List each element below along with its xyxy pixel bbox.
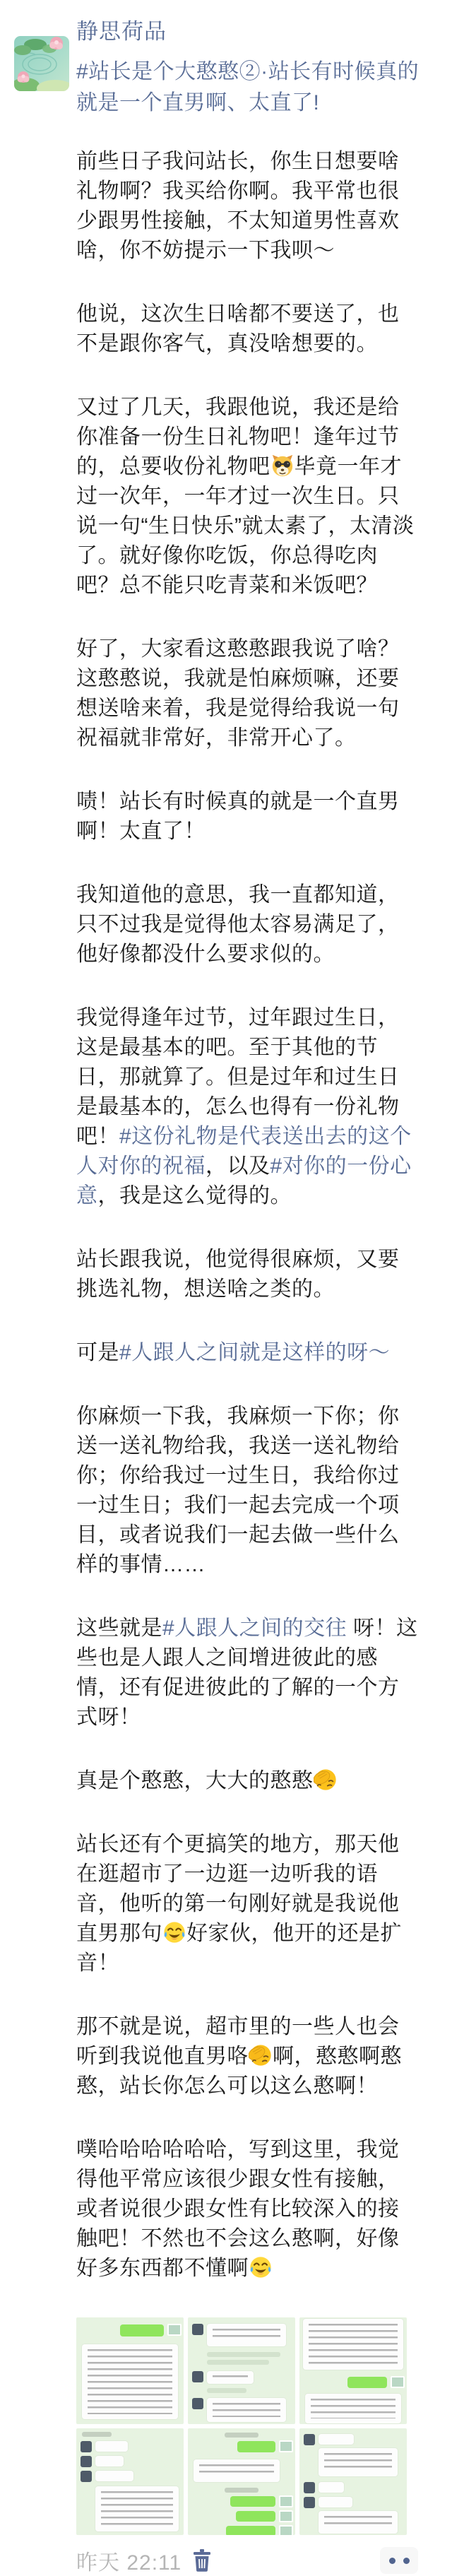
paragraph-text: 可是 xyxy=(76,1341,119,1364)
paragraph-text: 前些日子我问站长，你生日想要啥礼物啊？我买给你啊。我平常也很少跟男性接触，不太知道男性喜欢啥，你不妨提示一下我呗～ xyxy=(76,150,400,262)
post-paragraph xyxy=(76,1402,420,1580)
facepalm-emoji xyxy=(249,2043,273,2067)
paragraph-text: 那不就是说，超市里的一些人也会听到我说他直男咯 xyxy=(76,2015,400,2068)
post-paragraph xyxy=(76,393,420,601)
hashtag-link[interactable]: #人跟人之间就是这样的呀～ xyxy=(119,1341,391,1364)
chat-screenshot-thumbnail-5[interactable] xyxy=(188,2428,295,2535)
chat-screenshot-thumbnail-3[interactable] xyxy=(299,2317,407,2424)
post-paragraph xyxy=(76,1338,420,1368)
author-name[interactable]: 静思荷品 xyxy=(76,19,167,44)
laugh-cry-emoji xyxy=(162,1920,186,1944)
delete-button[interactable] xyxy=(193,2549,211,2572)
post-paragraph xyxy=(76,1766,420,1796)
post-footer xyxy=(76,2546,420,2575)
post-timestamp: 昨天 22:11 xyxy=(76,2551,182,2575)
chat-screenshot-thumbnail-1[interactable] xyxy=(76,2317,184,2424)
hashtag-link[interactable]: #对你的一份心意 xyxy=(76,1154,412,1207)
post-paragraph xyxy=(76,1614,420,1732)
post-paragraph xyxy=(76,147,420,266)
paragraph-text: ，我是这么觉得的。 xyxy=(97,1184,292,1207)
post-paragraph xyxy=(76,880,420,969)
paragraph-text: 我知道他的意思，我一直都知道，只不过我是觉得他太容易满足了，他好像都没什么要求似的。 xyxy=(76,883,400,966)
paragraph-text: ，以及 xyxy=(206,1154,270,1178)
hashtag-link[interactable]: #人跟人之间的交往 xyxy=(162,1617,347,1640)
chat-screenshot-thumbnail-2[interactable] xyxy=(188,2317,295,2424)
paragraph-text: 呀！这些也是人跟人之间增进彼此的感情，还有促进彼此的了解的一个方式呀！ xyxy=(76,1617,418,1729)
post-paragraphs xyxy=(76,147,420,2283)
post-paragraph xyxy=(76,1003,420,1211)
dot-icon xyxy=(389,2558,396,2564)
post-paragraph xyxy=(76,634,420,753)
dot-icon xyxy=(403,2558,410,2564)
author-avatar[interactable] xyxy=(14,36,69,91)
hashtag-link[interactable]: #这份礼物是代表送出去的这个人对你的祝福 xyxy=(76,1125,412,1178)
paragraph-text: 又过了几天，我跟他说，我还是给你准备一份生日礼物吧！逢年过节的，总要收份礼物吧 xyxy=(76,396,400,478)
facepalm-emoji xyxy=(314,1768,338,1792)
paragraph-text: 啧！站长有时候真的就是一个直男啊！太直了！ xyxy=(76,790,400,843)
trash-icon xyxy=(193,2549,211,2572)
chat-screenshot-thumbnail-4[interactable] xyxy=(76,2428,184,2535)
paragraph-text: 啊，憨憨啊憨憨，站长你怎么可以这么憨啊！ xyxy=(76,2045,402,2098)
paragraph-text: 好家伙，他开的还是扩音！ xyxy=(76,1922,402,1975)
post-paragraph xyxy=(76,2135,420,2283)
post-paragraph xyxy=(76,1245,420,1304)
post-paragraph xyxy=(76,2012,420,2101)
paragraph-text: 我觉得逢年过节，过年跟过生日，这是最基本的吧。至于其他的节日，那就算了。但是过年和过生日是最基本的，怎么也得有一份礼物吧！ xyxy=(76,1006,400,1148)
paragraph-text: 这些就是 xyxy=(76,1617,162,1640)
doge-emoji xyxy=(270,454,295,478)
post-paragraph xyxy=(76,1830,420,1978)
comment-like-button[interactable] xyxy=(380,2547,418,2574)
chat-screenshot-gallery xyxy=(76,2317,407,2535)
paragraph-text: 噗哈哈哈哈哈哈，写到这里，我觉得他平常应该很少跟女性有接触，或者说很少跟女性有比较深入的接触吧！不然也不会这么憨啊，好像好多东西都不懂啊 xyxy=(76,2138,400,2280)
lotus-pond-avatar-image xyxy=(14,36,69,91)
topic-title-link[interactable]: #站长是个大憨憨②·站长有时候真的就是一个直男啊、太直了! xyxy=(76,60,420,114)
laugh-cry-emoji xyxy=(249,2255,273,2279)
paragraph-text: 站长跟我说，他觉得很麻烦，又要挑选礼物，想送啥之类的。 xyxy=(76,1248,400,1301)
paragraph-text: 你麻烦一下我，我麻烦一下你；你送一送礼物给我，我送一送礼物给你；你给我过一过生日，我给你过一过生日；我们一起去完成一个项目，或者说我们一起去做一些什么样的事情…… xyxy=(76,1405,400,1576)
post-paragraph xyxy=(76,787,420,846)
paragraph-text: 毕竟一年才过一次年，一年才过一次生日。只说一句“生日快乐”就太素了，太清淡了。就好像你吃饭，你总得吃肉吧？总不能只吃青菜和米饭吧？ xyxy=(76,455,415,597)
paragraph-text: 真是个憨憨，大大的憨憨 xyxy=(76,1769,314,1792)
paragraph-text: 站长还有个更搞笑的地方，那天他在逛超市了一边逛一边听我的语音，他听的第一句刚好就是我说他直男那句 xyxy=(76,1833,400,1945)
paragraph-text: 好了，大家看这憨憨跟我说了啥？这憨憨说，我就是怕麻烦嘛，还要想送啥来着，我是觉得给我说一句祝福就非常好，非常开心了。 xyxy=(76,637,400,750)
chat-screenshot-thumbnail-6[interactable] xyxy=(299,2428,407,2535)
paragraph-text: 他说，这次生日啥都不要送了，也不是跟你客气，真没啥想要的。 xyxy=(76,302,400,355)
post-paragraph xyxy=(76,300,420,359)
